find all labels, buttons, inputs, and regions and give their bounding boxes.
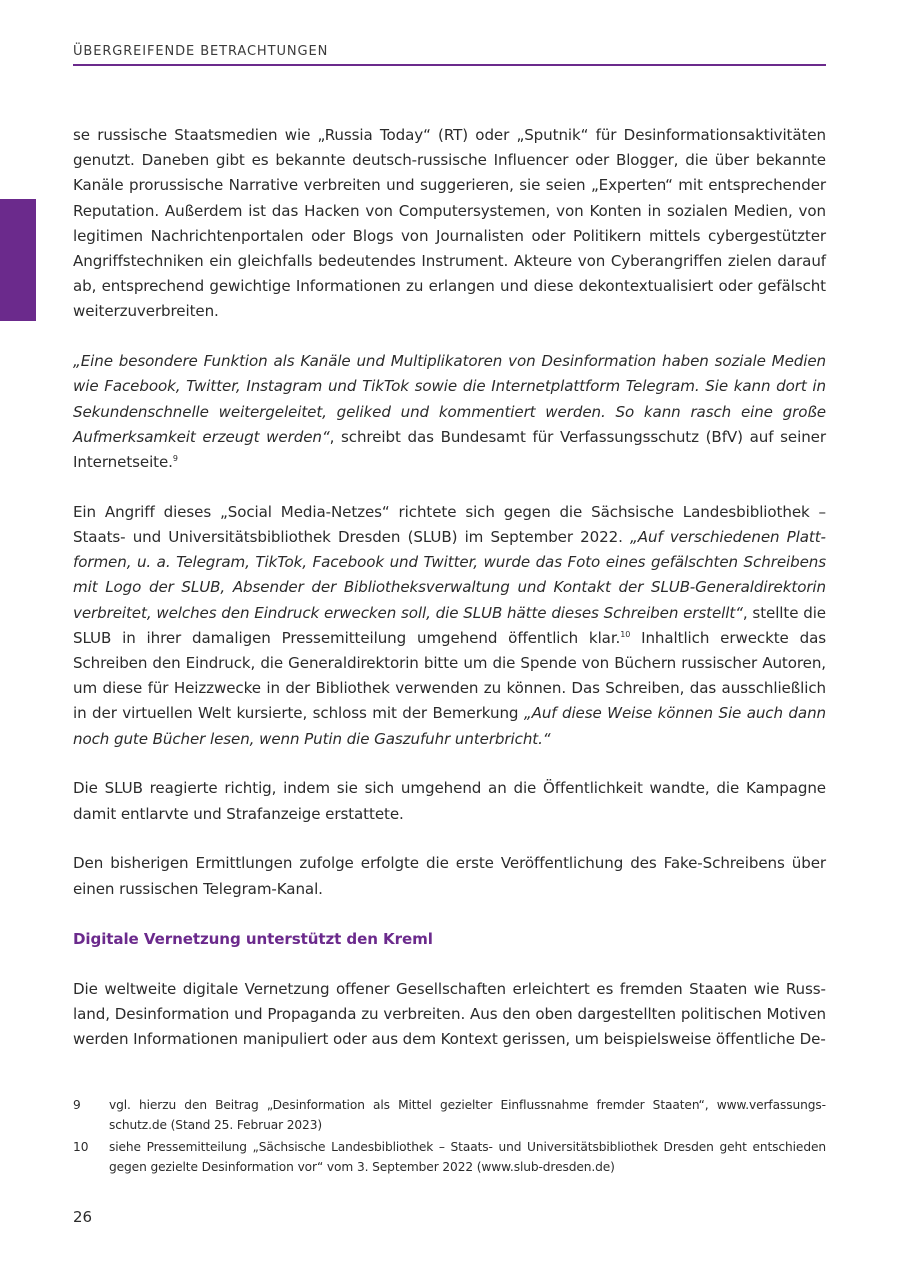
paragraph-4: Die SLUB reagierte richtig, indem sie sich umgehend an die Öffentlichkeit wandte, die Kampagne damit entlarvte und Strafanzeige erstattete. [73,779,826,823]
bfv-quote: „Eine besondere Funktion als Kanäle und Multiplikatoren von Desinformation haben soziale Medien wie Facebook, Twitter, Instagram und TikTok sowie die Internetplattform Telegram. Sie kann dort in Sekundenschnelle weitergeleitet, geliked und kommentiert werden. So kann rasch eine große Aufmerksamkeit erzeugt werden“ [73,352,826,446]
paragraph-6: Die weltweite digitale Vernetzung offener Gesellschaften erleichtert es fremden Staaten wie Russland, Desinformation und Propaganda zu verbreiten. Aus den oben dargestellten politischen Motiven werden Informationen manipuliert oder aus dem Kontext gerissen, um beispielsweise öffentliche De- [73,979,826,1049]
footnote-ref-10[interactable]: 10 [620,629,631,639]
footnote-ref-9[interactable]: 9 [172,454,178,464]
footnote-number: 9 [73,1098,81,1112]
footnote-9 [73,1096,826,1135]
paragraph-1: se russische Staatsmedien wie „Russia Today“ (RT) oder „Sputnik“ für Desinformationsaktivitäten genutzt. Daneben gibt es bekannte deutsch-russische Influencer oder Blogger, die über bekannte Kanäle prorussische Narrative verbreiten und suggerieren, sie seien „Experten“ mit entsprechender Reputation. Außerdem ist das Hacken von Computersystemen, von Konten in sozialen Medien, von legitimen Nachrichtenportalen oder Blogs von Journalisten oder Politikern mittels cybergestützter Angriffstechniken ein gleichfalls bedeutendes Instrument. Akteure von Cyberangriffen zielen darauf ab, entsprechend gewichtige Informationen zu erlangen und diese dekontextualisiert oder gefälscht weiterzuverbreiten. [73,126,826,321]
paragraph-3-text-b: , stellte die SLUB in ihrer damaligen Pressemitteilung umgehend öffentlich klar. [73,603,826,647]
chapter-side-tab [0,199,36,321]
footnote-number: 10 [73,1140,89,1154]
paragraph-3-text-a: Ein Angriff dieses „Social Media-Netzes“ richtete sich gegen die Sächsische Landesbibliothek – Staats- und Universitätsbibliothek Dresden (SLUB) im September 2022. [73,502,826,547]
body-text [73,123,826,1052]
paragraph-3-text-c: Inhaltlich erweckte das Schreiben den Eindruck, die Generaldirektorin bitte um die Spende von Büchern russischer Autoren, um diese für Heizzwecke in der Bibliothek verwenden zu können. Das Schreiben, das ausschließlich in der virtuellen Welt kursierte, schloss mit der Bemerkung [73,628,826,723]
paragraph-2-text: , schreibt das Bundesamt für Verfassungsschutz (BfV) auf seiner Internetseite. [73,427,826,472]
page-number: 26 [73,1208,93,1226]
fake-letter-quote: „Auf diese Weise können Sie auch dann noch gute Bücher lesen, wenn Putin die Gaszufuhr unterbricht.“ [73,704,826,748]
footnote-text: vgl. hierzu den Beitrag „Desinformation als Mittel gezielter Einflussnahme fremder Staaten“, www.verfassungsschutz.de (Stand 25. Februar 2023) [109,1098,826,1132]
running-header: ÜBERGREIFENDE BETRACHTUNGEN [73,44,826,66]
slub-quote: „Auf verschiedenen Plattformen, u. a. Telegram, TikTok, Facebook und Twitter, wurde das Foto eines gefälschten Schreibens mit Logo der SLUB, Absender der Bibliotheksverwaltung und Kontakt der SLUB-Generaldirektorin verbreitet, welches den Eindruck erwecken soll, die SLUB hätte dieses Schreiben erstellt“ [73,528,826,622]
paragraph-3 [73,500,826,752]
footnotes [73,1096,826,1180]
footnote-10 [73,1138,826,1177]
paragraph-2 [73,349,826,475]
footnote-text: siehe Pressemitteilung „Sächsische Landesbibliothek – Staats- und Universitätsbibliothek Dresden geht entschieden gegen gezielte Desinformation vor“ vom 3. September 2022 (www.slub-dresden.de) [109,1140,826,1174]
section-heading: Digitale Vernetzung unterstützt den Kreml [73,929,433,948]
paragraph-5: Den bisherigen Ermittlungen zufolge erfolgte die erste Veröffentlichung des Fake-Schreibens über einen russischen Telegram-Kanal. [73,854,826,898]
